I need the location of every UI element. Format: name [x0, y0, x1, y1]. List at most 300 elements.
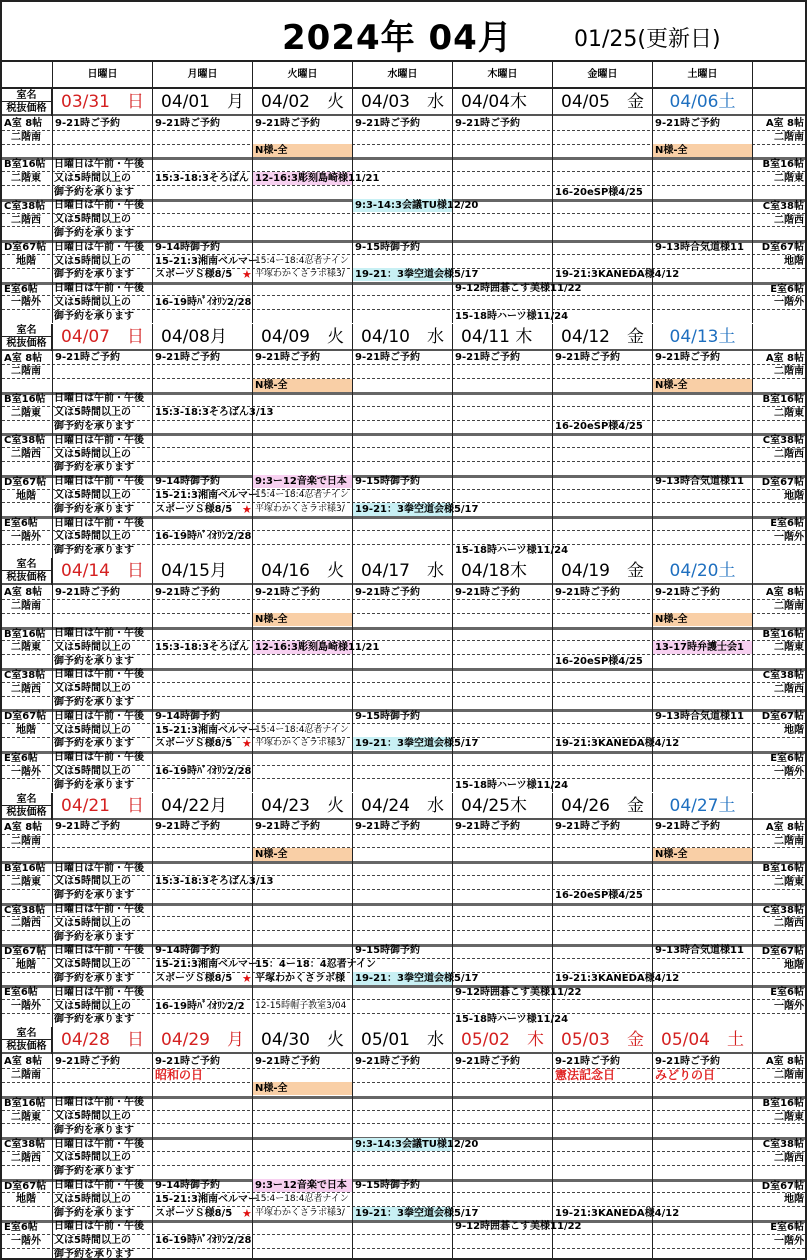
booking-entry[interactable]: N様-全	[653, 848, 752, 861]
sunday-note: 又は5時間以上の	[54, 407, 131, 419]
booking-entry[interactable]: 9-21時ご予約	[155, 586, 221, 598]
date-cell[interactable]: 04/30 火	[252, 1027, 352, 1054]
booking-entry[interactable]: 19-21:3KANEDA様4/12	[555, 973, 680, 985]
column-divider	[352, 1054, 353, 1260]
column-divider	[352, 116, 353, 323]
booking-entry[interactable]: N様-全	[253, 379, 352, 392]
room-name: B室16帖	[4, 393, 46, 405]
room-floor: 一階外	[11, 531, 41, 543]
room-name-right: A室 8帖	[765, 821, 804, 833]
booking-entry[interactable]: 9-21時ご予約	[455, 1055, 521, 1067]
room-name-right: A室 8帖	[765, 587, 804, 599]
date-cell[interactable]: 05/02 木	[452, 1027, 552, 1054]
booking-entry[interactable]: 16-20eSP様4/25	[555, 186, 643, 198]
sunday-note: 又は5時間以上の	[54, 448, 131, 460]
date-cell[interactable]: 04/13土	[652, 324, 752, 351]
room-name: E室6帖	[4, 1221, 38, 1233]
booking-entry[interactable]: 平塚わかくさラボ様3/	[255, 503, 345, 514]
column-divider	[352, 585, 353, 792]
sunday-note: 日曜日は午前・午後	[54, 669, 144, 681]
booking-entry[interactable]: 15-18時ハーツ様11/24	[455, 310, 569, 322]
booking-entry[interactable]: 16-19時ﾊﾞｲｵﾘﾝ2/28	[155, 766, 252, 778]
booking-entry[interactable]: 16-19時ﾊﾞｲｵﾘﾝ2/28	[155, 1235, 252, 1247]
room-floor: 一階外	[11, 297, 41, 309]
booking-entry[interactable]: みどりの日	[655, 1067, 716, 1082]
room-name-right: A室 8帖	[765, 1056, 804, 1068]
room-name-right: C室38帖	[762, 200, 804, 212]
week-block	[2, 324, 805, 559]
booking-entry[interactable]: 9-21時ご予約	[655, 821, 721, 833]
column-divider	[552, 351, 553, 558]
sunday-note: 御予約を承ります	[54, 269, 134, 281]
booking-entry[interactable]: 9-21時ご予約	[655, 586, 721, 598]
booking-entry[interactable]: 9-21時ご予約	[655, 352, 721, 364]
booking-entry[interactable]: N様-全	[653, 379, 752, 392]
room-floor-right: 地階	[784, 256, 804, 267]
sunday-note: 御予約を承ります	[54, 697, 134, 709]
booking-entry[interactable]: 9-21時ご予約	[55, 586, 121, 598]
booking-entry[interactable]: N様-全	[253, 613, 352, 626]
booking-entry[interactable]: 15-21:3湘南ベルマー	[155, 255, 258, 267]
week-block	[2, 793, 805, 1028]
booking-entry[interactable]: 9-12時囲碁こす美様11/22	[455, 1221, 582, 1233]
room-floor: 二階西	[11, 683, 41, 695]
booking-entry[interactable]: スポーツＳ様8/5	[155, 503, 233, 515]
room-floor: 一階外	[11, 1001, 41, 1013]
booking-entry[interactable]: 9-21時ご予約	[555, 821, 621, 833]
date-cell[interactable]: 04/03 水	[352, 89, 452, 116]
room-name-right: B室16帖	[762, 628, 804, 640]
room-name: A室 8帖	[4, 1056, 43, 1068]
row-divider	[2, 1082, 805, 1083]
column-divider	[452, 351, 453, 558]
room-name: C室38帖	[4, 904, 46, 916]
booking-entry[interactable]: 9-15時御予約	[355, 476, 421, 488]
room-floor: 地階	[16, 959, 36, 971]
booking-entry[interactable]: N様-全	[653, 144, 752, 157]
room-name: C室38帖	[4, 435, 46, 447]
room-floor: 二階南	[11, 131, 41, 143]
booking-entry[interactable]: 9-21時ご予約	[255, 821, 321, 833]
room-floor: 一階外	[11, 1235, 41, 1247]
booking-entry[interactable]: 9-21時ご予約	[55, 821, 121, 833]
booking-entry[interactable]: 19-21:3KANEDA様4/12	[555, 738, 680, 750]
date-cell[interactable]: 04/21 日	[52, 793, 152, 820]
room-name-right: E室6帖	[770, 518, 804, 530]
booking-entry[interactable]: N様-全	[253, 848, 352, 861]
room-name-label: 室名	[2, 89, 51, 102]
booking-entry[interactable]: 9-21時ご予約	[555, 352, 621, 364]
date-cell[interactable]: 05/03 金	[552, 1027, 652, 1054]
booking-entry[interactable]: 9-15時御予約	[355, 710, 421, 722]
booking-entry[interactable]: 9-15時御予約	[355, 945, 421, 957]
sunday-note: 又は5時間以上の	[54, 766, 131, 778]
sunday-note: 日曜日は午前・午後	[54, 945, 144, 957]
room-name: B室16帖	[4, 1097, 46, 1109]
date-cell[interactable]: 04/20土	[652, 558, 752, 585]
booking-entry[interactable]: 15-18時ハーツ様11/24	[455, 779, 569, 791]
column-divider	[752, 585, 753, 792]
booking-entry[interactable]: 9-21時ご予約	[555, 586, 621, 598]
room-name-right: C室38帖	[762, 669, 804, 681]
sunday-note: 御予約を承ります	[54, 227, 134, 239]
booking-entry[interactable]: 9-21時ご予約	[655, 1055, 721, 1067]
date-cell[interactable]: 05/01 水	[352, 1027, 452, 1054]
booking-entry[interactable]: 19-21:3KANEDA様4/12	[555, 1207, 680, 1219]
column-divider	[152, 585, 153, 792]
sunday-note: 日曜日は午前・午後	[54, 517, 144, 529]
day-of-week-header-row	[2, 62, 805, 89]
booking-entry[interactable]: スポーツＳ様8/5	[155, 973, 233, 985]
room-name-right: B室16帖	[762, 159, 804, 171]
room-floor: 二階東	[11, 407, 41, 419]
room-name-right: E室6帖	[770, 752, 804, 764]
date-cell[interactable]: 04/06土	[652, 89, 752, 116]
booking-entry[interactable]: 9-21時ご予約	[255, 586, 321, 598]
room-name-right: B室16帖	[762, 863, 804, 875]
room-name-right: C室38帖	[762, 904, 804, 916]
date-cell[interactable]: 04/23 火	[252, 793, 352, 820]
date-cell[interactable]: 04/18木	[452, 558, 552, 585]
room-floor-right: 二階東	[774, 1111, 804, 1123]
booking-entry[interactable]: 16-20eSP様4/25	[555, 421, 643, 433]
date-cell[interactable]: 04/28 日	[52, 1027, 152, 1054]
room-floor: 地階	[16, 490, 36, 502]
booking-entry[interactable]: 16-19時ﾊﾞｲｵﾘﾝ2/28	[155, 296, 252, 308]
booking-entry[interactable]: 16-19時ﾊﾞｲｵﾘﾝ2/28	[155, 531, 252, 543]
booking-entry[interactable]: 12-16:3彫刻島崎様11/21	[255, 172, 380, 184]
dow-header-1: 月曜日	[152, 62, 252, 87]
room-floor-right: 二階西	[774, 683, 804, 695]
date-cell[interactable]: 04/11 木	[452, 324, 552, 351]
date-cell[interactable]: 05/04 土	[652, 1027, 752, 1054]
room-name: B室16帖	[4, 628, 46, 640]
booking-entry[interactable]: 16-20eSP様4/25	[555, 655, 643, 667]
date-cell-right-blank	[752, 324, 805, 351]
date-cell[interactable]: 04/24 水	[352, 793, 452, 820]
date-cell[interactable]: 04/12 金	[552, 324, 652, 351]
room-name: D室67帖	[4, 242, 47, 254]
price-label: 税抜価格	[6, 337, 47, 349]
room-name-label: 室名	[2, 1027, 51, 1040]
booking-entry[interactable]: 15-21:3湘南ベルマー	[155, 724, 258, 736]
week-date-header	[2, 558, 805, 585]
star-icon: ★	[242, 502, 252, 516]
room-floor-right: 地階	[784, 959, 804, 971]
sunday-note: 又は5時間以上の	[54, 490, 131, 502]
sunday-note: 又は5時間以上の	[54, 724, 131, 736]
booking-entry[interactable]: 15-18時ハーツ様11/24	[455, 1014, 569, 1026]
sunday-note: 日曜日は午前・午後	[54, 434, 144, 446]
booking-entry[interactable]: 15:4ー18:4忍者ナイン	[255, 724, 349, 735]
booking-entry[interactable]: 9-21時ご予約	[55, 352, 121, 364]
date-cell[interactable]: 04/14 日	[52, 558, 152, 585]
room-floor-right: 地階	[784, 1194, 804, 1206]
booking-entry[interactable]: 15-21:3湘南ベルマー	[155, 959, 258, 971]
column-divider	[752, 820, 753, 1027]
sunday-note: 日曜日は午前・午後	[54, 710, 144, 722]
booking-entry[interactable]: 15:3-18:3そろばん3/13	[155, 876, 274, 888]
room-floor: 二階西	[11, 214, 41, 226]
star-icon: ★	[242, 972, 252, 986]
room-name: D室67帖	[4, 476, 47, 488]
booking-entry[interactable]: 昭和の日	[155, 1067, 204, 1082]
booking-entry[interactable]: スポーツＳ様8/5	[155, 738, 233, 750]
booking-entry[interactable]: 9-21時ご予約	[355, 586, 421, 598]
booking-entry[interactable]: 19-21：3拳空道会様5/17	[355, 973, 479, 985]
room-floor: 二階東	[11, 642, 41, 654]
booking-entry[interactable]: 9-21時ご予約	[455, 586, 521, 598]
room-floor-right: 一階外	[774, 1001, 804, 1013]
sunday-note: 御予約を承ります	[54, 931, 134, 943]
sunday-note: 又は5時間以上の	[54, 1000, 131, 1012]
room-name: A室 8帖	[4, 587, 43, 599]
booking-entry[interactable]: 15:4ー18:4忍者ナイン	[255, 255, 349, 266]
room-floor-right: 二階西	[774, 1152, 804, 1164]
room-header-label	[2, 324, 52, 351]
booking-entry[interactable]: 9-21時ご予約	[355, 352, 421, 364]
booking-entry[interactable]: 15:4ー18:4忍者ナイン	[255, 1193, 349, 1204]
booking-entry[interactable]: 15-21:3湘南ベルマー	[155, 490, 258, 502]
booking-entry[interactable]: 9-21時ご予約	[555, 1055, 621, 1067]
date-cell[interactable]: 04/09 火	[252, 324, 352, 351]
sunday-note: 御予約を承ります	[54, 1124, 134, 1136]
booking-entry[interactable]: 15:4ー18:4忍者ナイン	[255, 490, 349, 501]
week-date-header	[2, 793, 805, 820]
booking-entry[interactable]: 19-21：3拳空道会様5/17	[355, 503, 479, 515]
room-name-right: C室38帖	[762, 435, 804, 447]
date-cell-right-blank	[752, 558, 805, 585]
room-floor-right: 一階外	[774, 766, 804, 778]
booking-entry[interactable]: 12-15時帽子教室3/04	[255, 1000, 347, 1011]
room-floor: 二階西	[11, 918, 41, 930]
date-cell[interactable]: 04/04木	[452, 89, 552, 116]
booking-entry[interactable]: 9-21時ご予約	[355, 821, 421, 833]
sunday-note: 御予約を承ります	[54, 890, 134, 902]
booking-entry[interactable]: 憲法記念日	[555, 1067, 616, 1082]
sunday-note: 御予約を承ります	[54, 462, 134, 474]
sunday-note: 又は5時間以上の	[54, 876, 131, 888]
booking-entry[interactable]: 9-14時御予約	[155, 1180, 221, 1192]
booking-entry[interactable]: 9:3ー12音楽で日本	[253, 475, 352, 488]
booking-entry[interactable]: 9-21時ご予約	[155, 1055, 221, 1067]
booking-entry[interactable]: 9-14時御予約	[155, 241, 221, 253]
booking-entry[interactable]: N様-全	[653, 613, 752, 626]
room-floor: 二階南	[11, 1070, 41, 1082]
sunday-note: 日曜日は午前・午後	[54, 986, 144, 998]
room-floor-right: 地階	[784, 725, 804, 737]
week-block	[2, 89, 805, 324]
booking-entry[interactable]: 9-21時ご予約	[155, 117, 221, 129]
booking-entry[interactable]: 9-15時御予約	[355, 241, 421, 253]
week-block	[2, 1027, 805, 1260]
row-divider	[2, 599, 805, 600]
sunday-note: 日曜日は午前・午後	[54, 241, 144, 253]
booking-entry[interactable]: 16-19時ﾊﾞｲｵﾘﾝ2/2	[155, 1000, 245, 1012]
sunday-note: 御予約を承ります	[54, 973, 134, 985]
date-cell[interactable]: 04/26 金	[552, 793, 652, 820]
room-floor-right: 一階外	[774, 297, 804, 309]
room-name: D室67帖	[4, 945, 47, 957]
booking-entry[interactable]: 9-21時ご予約	[255, 1055, 321, 1067]
booking-entry[interactable]: 16-20eSP様4/25	[555, 890, 643, 902]
booking-entry[interactable]: 9-13時合気道様11	[655, 710, 744, 722]
booking-entry[interactable]: 19-21：3拳空道会様5/17	[355, 738, 479, 750]
star-icon: ★	[242, 268, 252, 282]
dow-header-5: 金曜日	[552, 62, 652, 87]
date-cell[interactable]: 04/17 水	[352, 558, 452, 585]
booking-entry[interactable]: 19-21：3拳空道会様5/17	[355, 1207, 479, 1219]
dow-header-0: 日曜日	[52, 62, 152, 87]
room-name: D室67帖	[4, 1180, 47, 1192]
booking-entry[interactable]: 13-17時弁護士会1	[653, 641, 752, 654]
room-name: C室38帖	[4, 1139, 46, 1151]
sunday-note: 日曜日は午前・午後	[54, 1180, 144, 1192]
room-floor-right: 二階西	[774, 214, 804, 226]
sunday-note: 御予約を承ります	[54, 186, 134, 198]
date-cell[interactable]: 04/07 日	[52, 324, 152, 351]
sunday-note: 又は5時間以上の	[54, 255, 131, 267]
booking-entry[interactable]: 15-18時ハーツ様11/24	[455, 545, 569, 557]
date-cell-right-blank	[752, 1027, 805, 1054]
sunday-note: 又は5時間以上の	[54, 1152, 131, 1164]
booking-entry[interactable]: 9-21時ご予約	[55, 117, 121, 129]
booking-entry[interactable]: 平塚わかくさラボ様3/	[255, 269, 345, 280]
sunday-note: 御予約を承ります	[54, 1166, 134, 1178]
room-floor-right: 二階南	[774, 131, 804, 143]
sunday-note: 御予約を承ります	[54, 1014, 134, 1026]
booking-entry[interactable]: 9:3-14:3会議TU様12/20	[355, 1138, 479, 1150]
room-name-right: E室6帖	[770, 283, 804, 295]
booking-entry[interactable]: 9-14時御予約	[155, 476, 221, 488]
date-cell-right-blank	[752, 793, 805, 820]
booking-entry[interactable]: N様-全	[253, 144, 352, 157]
column-divider	[752, 351, 753, 558]
room-header-label	[2, 793, 52, 820]
booking-entry[interactable]: 9-21時ご予約	[155, 821, 221, 833]
booking-entry[interactable]: 9-21時ご予約	[55, 1055, 121, 1067]
star-icon: ★	[242, 737, 252, 751]
booking-entry[interactable]: 9-15時御予約	[355, 1180, 421, 1192]
column-divider	[152, 1054, 153, 1260]
row-divider	[2, 130, 805, 131]
room-floor-right: 二階東	[774, 173, 804, 185]
column-divider	[152, 820, 153, 1027]
sunday-note: 日曜日は午前・午後	[54, 862, 144, 874]
booking-entry[interactable]: 9-21時ご予約	[655, 117, 721, 129]
booking-entry[interactable]: 9-21時ご予約	[355, 117, 421, 129]
sunday-note: 日曜日は午前・午後	[54, 1138, 144, 1150]
booking-entry[interactable]: 15:3-18:3そろばん	[155, 641, 249, 653]
room-name: E室6帖	[4, 987, 38, 999]
booking-entry[interactable]: 19-21:3KANEDA様4/12	[555, 269, 680, 281]
room-header-label	[2, 89, 52, 116]
room-name-right: A室 8帖	[765, 352, 804, 364]
booking-entry[interactable]: 9-21時ご予約	[155, 352, 221, 364]
price-label: 税抜価格	[6, 103, 47, 114]
booking-entry[interactable]: 平塚わかくさラボ様	[255, 973, 345, 985]
room-name-right: B室16帖	[762, 1097, 804, 1109]
booking-entry[interactable]: 15:3-18:3そろばん3/13	[155, 407, 274, 419]
booking-entry[interactable]: 9-21時ご予約	[255, 117, 321, 129]
date-cell[interactable]: 04/02 火	[252, 89, 352, 116]
room-floor: 地階	[16, 725, 36, 737]
room-name-right: E室6帖	[770, 1221, 804, 1233]
booking-entry[interactable]: 平塚わかくさラボ様3/	[255, 1207, 345, 1218]
date-cell-right-blank	[752, 89, 805, 116]
sunday-note: 御予約を承ります	[54, 1207, 134, 1219]
date-cell[interactable]: 04/01 月	[152, 89, 252, 116]
room-floor-right: 二階南	[774, 835, 804, 847]
booking-entry[interactable]: 15-21:3湘南ベルマー	[155, 1193, 258, 1205]
booking-entry[interactable]: 9-12時囲碁こす美様11/22	[455, 283, 582, 295]
booking-entry[interactable]: 平塚わかくさラボ様3/	[255, 738, 345, 749]
booking-entry[interactable]: 19-21：3拳空道会様5/17	[355, 269, 479, 281]
date-cell[interactable]: 04/19 金	[552, 558, 652, 585]
room-floor-right: 二階東	[774, 876, 804, 888]
booking-entry[interactable]: 9-13時合気道様11	[655, 241, 744, 253]
dow-header-3: 水曜日	[352, 62, 452, 87]
room-name-label: 室名	[2, 793, 51, 806]
title-bar	[2, 2, 805, 62]
booking-entry[interactable]: 9-13時合気道様11	[655, 945, 744, 957]
room-floor-right: 二階南	[774, 600, 804, 612]
date-cell[interactable]: 04/16 火	[252, 558, 352, 585]
date-cell[interactable]: 04/15月	[152, 558, 252, 585]
booking-entry[interactable]: 9-13時合気道様11	[655, 476, 744, 488]
booking-entry[interactable]: 9-12時囲碁こす美様11/22	[455, 986, 582, 998]
date-cell[interactable]: 04/27土	[652, 793, 752, 820]
booking-entry[interactable]: N様-全	[253, 1082, 352, 1095]
date-cell[interactable]: 04/05 金	[552, 89, 652, 116]
booking-entry[interactable]: 9-14時御予約	[155, 945, 221, 957]
booking-entry[interactable]: スポーツＳ様8/5	[155, 269, 233, 281]
room-name-right: C室38帖	[762, 1139, 804, 1151]
sunday-note: 御予約を承ります	[54, 421, 134, 433]
sunday-note: 又は5時間以上の	[54, 214, 131, 226]
row-divider	[2, 834, 805, 835]
booking-entry[interactable]: 9-21時ご予約	[455, 352, 521, 364]
date-cell[interactable]: 04/22月	[152, 793, 252, 820]
booking-entry[interactable]: 9:3ー12音楽で日本	[253, 1179, 352, 1192]
date-cell[interactable]: 04/25木	[452, 793, 552, 820]
room-name: C室38帖	[4, 200, 46, 212]
date-cell[interactable]: 04/29 月	[152, 1027, 252, 1054]
price-label: 税抜価格	[6, 1041, 47, 1053]
booking-entry[interactable]: 12-16:3彫刻島崎様11/21	[255, 641, 380, 653]
room-floor-right: 二階西	[774, 918, 804, 930]
dow-header-4: 木曜日	[452, 62, 552, 87]
sunday-note: 又は5時間以上の	[54, 959, 131, 971]
sunday-note: 日曜日は午前・午後	[54, 752, 144, 764]
booking-entry[interactable]: 9:3-14:3会議TU様12/20	[355, 200, 479, 212]
date-cell[interactable]: 04/08月	[152, 324, 252, 351]
booking-entry[interactable]: 15:3-18:3そろばん	[155, 172, 249, 184]
room-name: E室6帖	[4, 283, 38, 295]
booking-entry[interactable]: スポーツＳ様8/5	[155, 1207, 233, 1219]
date-cell[interactable]: 04/10 水	[352, 324, 452, 351]
booking-entry[interactable]: 9-21時ご予約	[455, 117, 521, 129]
date-cell[interactable]: 03/31 日	[52, 89, 152, 116]
booking-entry[interactable]: 9-21時ご予約	[355, 1055, 421, 1067]
booking-entry[interactable]: 15：4ー18：4忍者ナイン	[255, 959, 377, 971]
booking-entry[interactable]: 9-21時ご予約	[255, 352, 321, 364]
booking-entry[interactable]: 9-14時御予約	[155, 710, 221, 722]
sunday-note: 又は5時間以上の	[54, 683, 131, 695]
booking-entry[interactable]: 9-21時ご予約	[455, 821, 521, 833]
room-name-right: D室67帖	[761, 1180, 804, 1192]
room-floor-right: 二階南	[774, 1070, 804, 1082]
